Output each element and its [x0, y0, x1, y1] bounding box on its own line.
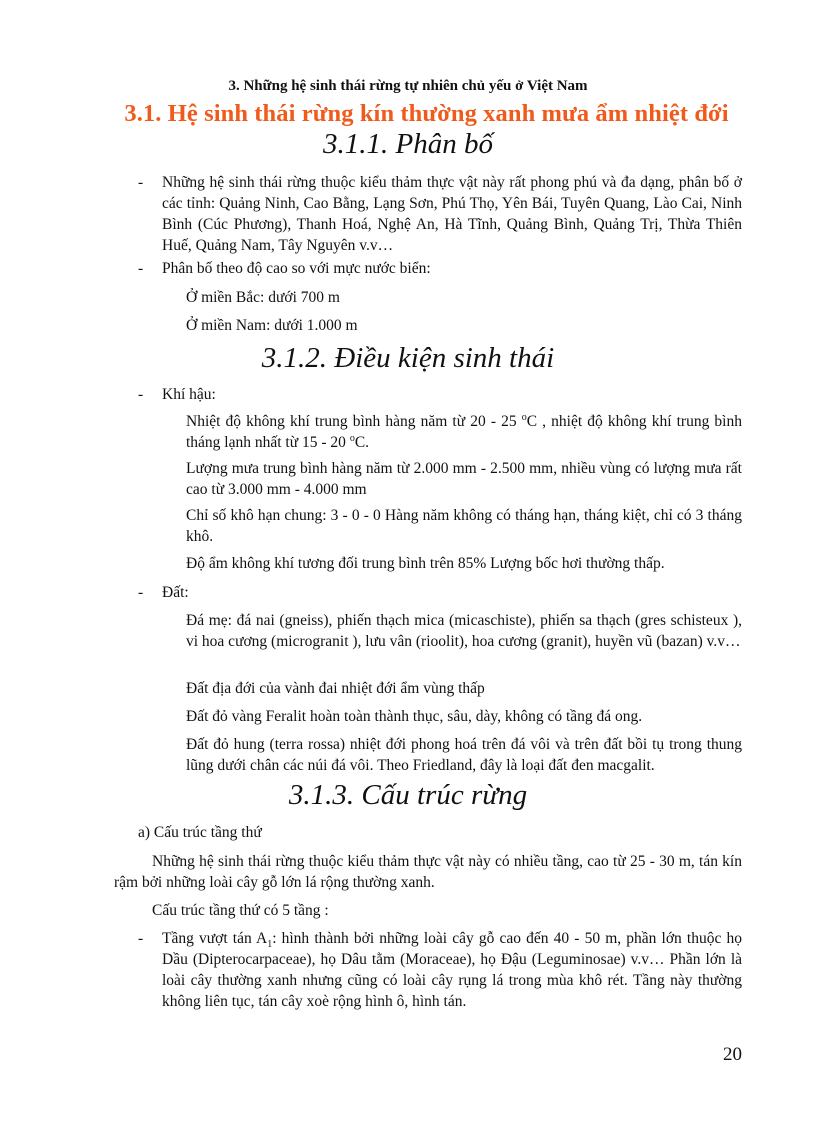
- bullet-dash: -: [138, 584, 144, 601]
- structure-paragraph: Những hệ sinh thái rừng thuộc kiểu thảm thực vật này có nhiều tầng, cao từ 25 - 30 m, tán kín rậm bởi những loài cây gỗ lớn lá rộng thường xanh.: [114, 853, 742, 891]
- bullet-dash: -: [138, 930, 144, 947]
- soil-label: Đất:: [162, 584, 189, 601]
- distribution-paragraph: Những hệ sinh thái rừng thuộc kiểu thảm thực vật này rất phong phú và đa dạng, phân bố ở các tỉnh: Quảng Ninh, Cao Bằng, Lạng Sơn, Phú Thọ, Yên Bái, Tuyên Quang, Lào Cai, Ninh Bình (Cúc Phương), Thanh Hoá, Nghệ An, Hà Tĩnh, Quảng Bình, Quảng Trị, Thừa Thiên Huế, Quảng Nam, Tây Nguyên v.v…: [162, 174, 742, 254]
- bullet-dash: -: [138, 386, 144, 403]
- zonal-soil-paragraph: Đất địa đới của vành đai nhiệt đới ẩm vùng thấp: [186, 680, 485, 697]
- drought-index-paragraph: Chỉ số khô hạn chung: 3 - 0 - 0 Hàng năm không có tháng hạn, tháng kiệt, chỉ có 3 tháng khô.: [186, 507, 742, 545]
- north-altitude: Ở miền Bắc: dưới 700 m: [186, 289, 340, 306]
- subheading-dieu-kien: 3.1.2. Điều kiện sinh thái: [261, 342, 555, 374]
- bullet-dash: -: [138, 260, 144, 277]
- terra-rossa-paragraph: Đất đỏ hung (terra rossa) nhiệt đới phong hoá trên đá vôi và trên đất bồi tụ trong thung lũng dưới chân các núi đá vôi. Theo Friedland, đây là loại đất đen macgalit.: [186, 736, 742, 774]
- ferralit-paragraph: Đất đỏ vàng Feralit hoàn toàn thành thục, sâu, dày, không có tầng đá ong.: [186, 708, 643, 725]
- emergent-layer-paragraph: Tầng vượt tán $A_1$: hình thành bởi những loài cây gỗ cao đến 40 - 50 m, phần lớn thuộc họ Dầu (Dipterocarpaceae), họ Dâu tằm (Moraceae), họ Đậu (Leguminosae) v.v… Phần lớn là loài cây thường xanh nhưng cũng có loài cây rụng lá trong mùa khô rét. Tầng này thường không liên tục, tán cây xoè rộng hình ô, hình tán.: [162, 930, 742, 1010]
- layer-structure-label: a) Cấu trúc tầng thứ: [138, 824, 262, 841]
- subheading-phan-bo: 3.1.1. Phân bố: [323, 128, 493, 160]
- section-title: 3. Những hệ sinh thái rừng tự nhiên chủ yếu ở Việt Nam: [228, 78, 588, 94]
- parent-rock-paragraph: Đá mẹ: đá nai (gneiss), phiến thạch mica (micaschiste), phiến sa thạch (gres schisteux ), vi hoa cương (microgranit ), lưu vân (rioolit), hoa cương (granit), huyền vũ (bazan) v.v…: [186, 612, 742, 650]
- humidity-paragraph: Độ ẩm không khí tương đối trung bình trên 85% Lượng bốc hơi thường thấp.: [186, 555, 665, 572]
- rainfall-paragraph: Lượng mưa trung bình hàng năm từ 2.000 mm - 2.500 mm, nhiều vùng có lượng mưa rất cao từ 3.000 mm - 4.000 mm: [186, 460, 742, 498]
- south-altitude: Ở miền Nam: dưới 1.000 m: [186, 317, 358, 334]
- bullet-dash: -: [138, 174, 144, 191]
- temperature-paragraph: Nhiệt độ không khí trung bình hàng năm từ 20 - 25 $^o$C , nhiệt độ không khí trung bình tháng lạnh nhất từ 15 - 20 $^o$C.: [186, 411, 742, 451]
- climate-label: Khí hậu:: [162, 386, 216, 403]
- main-heading: 3.1. Hệ sinh thái rừng kín thường xanh mưa ẩm nhiệt đới: [124, 100, 729, 127]
- page-number: 20: [723, 1044, 742, 1065]
- five-layers-label: Cấu trúc tầng thứ có 5 tầng :: [152, 902, 329, 919]
- altitude-paragraph: Phân bố theo độ cao so với mực nước biển:: [162, 260, 431, 277]
- subheading-cau-truc: 3.1.3. Cấu trúc rừng: [288, 779, 528, 811]
